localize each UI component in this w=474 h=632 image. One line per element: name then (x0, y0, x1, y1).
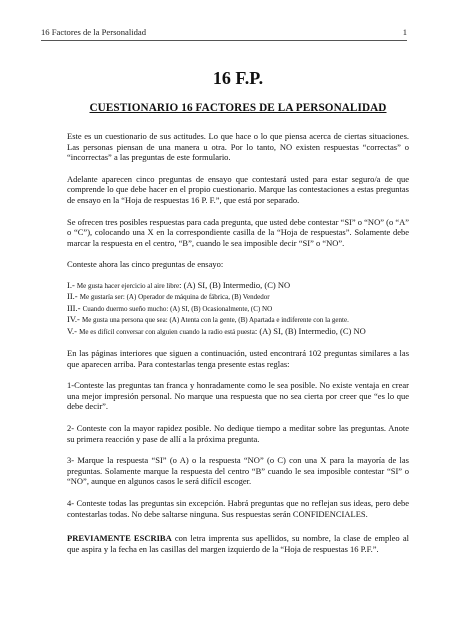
final-instruction (67, 533, 409, 554)
rules-intro-paragraph: En las páginas interiores que siguen a continuación, usted encontrará 102 preguntas similares a las que aparecen arriba. Para contestarlas tenga presente estas reglas: (67, 347, 409, 369)
question-text: Cuando duermo sueño mucho: (A) SI, (B) Ocasionalmente, (C) NO (82, 304, 273, 313)
practice-question (67, 326, 409, 337)
practice-questions-list (67, 280, 409, 337)
rule-1: 1-Conteste las preguntas tan franca y honradamente como le sea posible. No existe ventaja en crear una mejor impresión personal. No marque una respuesta que no sea cierta por creer que “es lo que debe decir”. (67, 380, 409, 412)
document-subtitle: CUESTIONARIO 16 FACTORES DE LA PERSONALIDAD (89, 102, 387, 114)
document-body (67, 68, 409, 554)
question-text: Me gusta una persona que sea: (A) Atenta con la gente, (B) Apartada e indiferente con la gente. (81, 316, 349, 325)
final-text: con letra imprenta sus apellidos, su nombre, la clase de empleo al que aspira y la fecha en las casillas del margen izquierdo de la “Hoja de respuestas 16 P.F.”. (67, 533, 409, 554)
question-number: III.- (67, 302, 81, 313)
header-divider (41, 40, 407, 41)
question-text: Me gusta hacer ejercicio al aire libre (76, 281, 180, 290)
rule-4: 4- Conteste todas las preguntas sin excepción. Habrá preguntas que no reflejan sus ideas, pero debe contestarlas todas. No debe saltarse ninguna. Sus respuestas serán CONFIDENCIALES. (67, 497, 409, 519)
practice-prompt: Conteste ahora las cinco preguntas de ensayo: (67, 259, 224, 270)
question-number: IV.- (67, 314, 80, 325)
question-options: : (A) SI, (B) Intermedio, (C) NO (254, 325, 366, 336)
page-number: 1 (402, 27, 407, 37)
question-text: Me gustaría ser: (A) Operador de máquina de fábrica, (B) Vendedor (79, 293, 270, 302)
question-number: II.- (67, 291, 78, 302)
rule-3: 3- Marque la respuesta “SI” (o A) o la respuesta “NO” (o C) con una X para la mayoría de las preguntas. Solamente marque la respuesta del centro “B” cuando le sea imposible contestar “SI” o “NO”, aunque en algunos casos le será difícil escoger. (67, 455, 409, 487)
answer-instructions-paragraph: Se ofrecen tres posibles respuestas para cada pregunta, que usted debe contestar “SI” o “NO” (o “A” o “C”), colocando una X en la correspondiente casilla de la “Hoja de respuestas”. Solamente debe marcar la respuesta en el centro, “B”, cuando le sea imposible decir “SI” o “NO”. (67, 216, 409, 248)
practice-question (67, 314, 409, 325)
page-header (41, 27, 407, 37)
practice-question (67, 280, 409, 291)
final-lead: PREVIAMENTE ESCRIBA (67, 533, 172, 544)
header-title: 16 Factores de la Personalidad (41, 27, 147, 37)
question-number: I.- (67, 279, 75, 290)
rule-2: 2- Conteste con la mayor rapidez posible. No dedique tiempo a meditar sobre las preguntas. Anote su primera reacción y pase de allí a la próxima pregunta. (67, 422, 409, 444)
question-options: : (A) SI, (B) Intermedio, (C) NO (179, 279, 291, 290)
practice-question (67, 303, 409, 314)
practice-intro-paragraph: Adelante aparecen cinco preguntas de ensayo que contestará usted para estar seguro/a de que comprende lo que debe hacer en el propio cuestionario. Marque las contestaciones a estas preguntas de ensayo en la “Hoja de respuestas 16 P. F.”, que está por separado. (67, 173, 409, 205)
question-text: Me es difícil conversar con alguien cuando la radio está puesta (79, 327, 255, 336)
intro-paragraph: Este es un cuestionario de sus actitudes. Lo que hace o lo que piensa acerca de ciertas situaciones. Las personas piensan de una manera u otra. Por lo tanto, NO existen respuestas “correctas” o “incorrectas” a las preguntas de este formulario. (67, 131, 409, 163)
question-number: V.- (67, 325, 77, 336)
document-title: 16 F.P. (212, 68, 264, 88)
practice-question (67, 291, 409, 302)
